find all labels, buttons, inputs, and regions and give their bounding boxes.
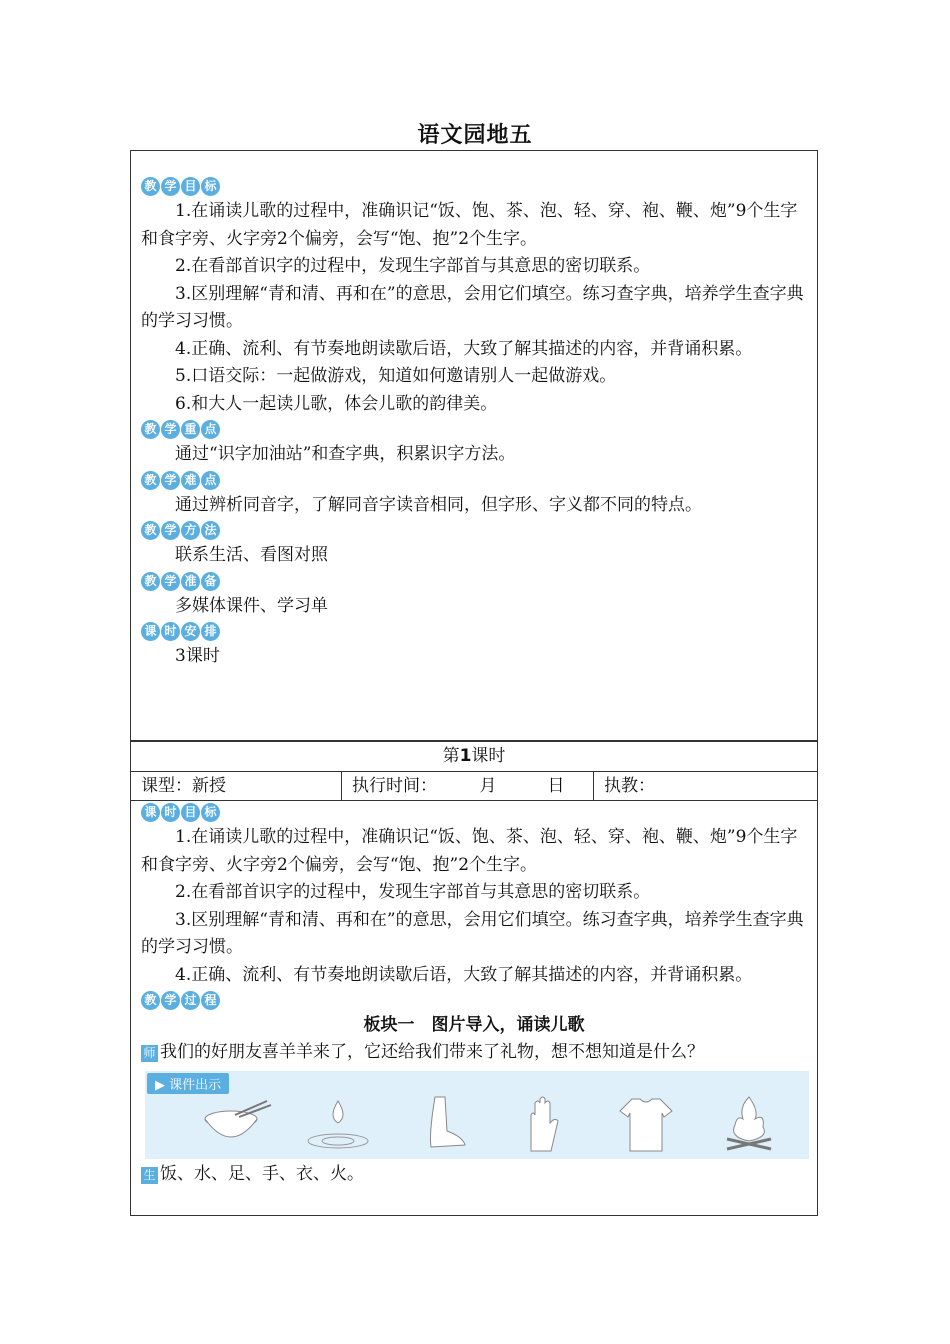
lesson-meta xyxy=(131,772,817,801)
lesson-type: 课型：新授 xyxy=(141,776,226,796)
key-point: 通过“识字加油站”和查字典，积累识字方法。 xyxy=(175,444,516,464)
goal-1: 1.在诵读儿歌的过程中，准确识记“饭、饱、茶、泡、轻、穿、袍、鞭、炮”9个生字和食字旁、火字旁2个偏旁，会写“饱、抱”2个生字。 xyxy=(141,201,798,249)
hand-icon xyxy=(503,1093,583,1155)
block-title: 板块一 图片导入，诵读儿歌 xyxy=(363,1015,585,1035)
method-badge: 教 学 方 法 xyxy=(141,521,220,540)
schedule-text: 3课时 xyxy=(175,646,220,666)
goal-5: 5.口语交际：一起做游戏，知道如何邀请别人一起做游戏。 xyxy=(175,366,617,386)
difficulty-point: 通过辨析同音字，了解同音字读音相同，但字形、字义都不同的特点。 xyxy=(175,494,702,515)
process-badge: 教 学 过 程 xyxy=(141,991,220,1010)
goal-6: 6.和大人一起读儿歌，体会儿歌的韵律美。 xyxy=(175,393,498,414)
key-badge: 教 学 重 点 xyxy=(141,420,220,439)
method-text: 联系生活、看图对照 xyxy=(175,545,328,565)
lesson-teacher: 执教： xyxy=(593,772,817,800)
foot-icon xyxy=(401,1093,481,1155)
overview-table xyxy=(130,150,818,742)
water-drop-icon xyxy=(298,1093,378,1155)
shirt-icon xyxy=(606,1093,686,1155)
rice-bowl-icon xyxy=(195,1093,275,1155)
teacher-line: 师 我们的好朋友喜羊羊来了，它还给我们带来了礼物，想不想知道是什么？ xyxy=(131,1039,817,1067)
lesson-header: 第1课时 xyxy=(131,741,817,772)
goal-3: 3.区别理解“青和清、再和在”的意思，会用它们填空。练习查字典，培养学生查字典的学习习惯。 xyxy=(141,283,804,331)
page-title: 语文园地五 xyxy=(417,123,533,148)
goal-4: 4.正确、流利、有节奏地朗读歇后语，大致了解其描述的内容，并背诵积累。 xyxy=(175,338,753,359)
lesson-goals-badge: 课 时 目 标 xyxy=(141,803,220,822)
difficulty-badge: 教 学 难 点 xyxy=(141,471,220,490)
courseware-panel xyxy=(145,1071,809,1159)
schedule-badge: 课 时 安 排 xyxy=(141,622,220,641)
prep-text: 多媒体课件、学习单 xyxy=(175,595,328,616)
student-line: 生 饭、水、足、手、衣、火。 xyxy=(131,1161,817,1189)
lesson-goal-3: 3.区别理解“青和清、再和在”的意思，会用它们填空。练习查字典，培养学生查字典的学习习惯。 xyxy=(141,909,804,957)
lesson-time: 执行时间： 月 日 xyxy=(341,772,593,800)
teacher-tag: 师 xyxy=(141,1045,158,1062)
lesson-table xyxy=(130,740,818,1216)
lesson-goal-2: 2.在看部首识字的过程中，发现生字部首与其意思的密切联系。 xyxy=(175,882,651,902)
goal-2: 2.在看部首识字的过程中，发现生字部首与其意思的密切联系。 xyxy=(175,256,651,276)
lesson-goal-1: 1.在诵读儿歌的过程中，准确识记“饭、饱、茶、泡、轻、穿、袍、鞭、炮”9个生字和食字旁、火字旁2个偏旁，会写“饱、抱”2个生字。 xyxy=(141,827,798,875)
courseware-label: ▶ 课件出示 xyxy=(147,1073,229,1094)
goals-badge: 教 学 目 标 xyxy=(141,177,220,196)
fire-icon xyxy=(709,1093,789,1155)
lesson-goal-4: 4.正确、流利、有节奏地朗读歇后语，大致了解其描述的内容，并背诵积累。 xyxy=(175,964,753,985)
student-tag: 生 xyxy=(141,1167,158,1184)
prep-badge: 教 学 准 备 xyxy=(141,572,220,591)
